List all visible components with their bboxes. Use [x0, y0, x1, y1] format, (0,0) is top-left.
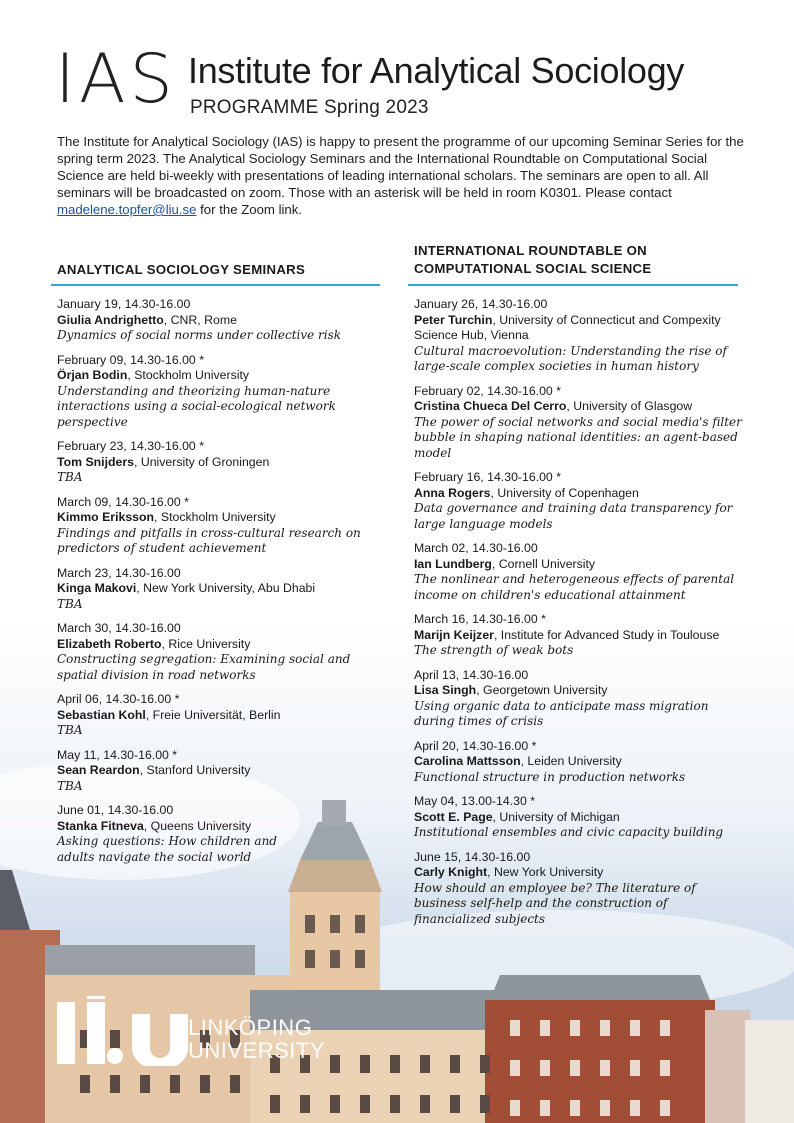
- intro-text-end: for the Zoom link.: [196, 202, 303, 217]
- event-item: [57, 692, 377, 739]
- event-speaker: [414, 754, 744, 770]
- event-item: [414, 794, 744, 841]
- speaker-name: Cristina Chueca Del Cerro: [414, 399, 567, 413]
- speaker-affiliation: , Institute for Advanced Study in Toulouse: [493, 627, 720, 642]
- event-topic: TBA: [57, 778, 83, 793]
- event-topic: TBA: [57, 723, 83, 737]
- speaker-name: Stanka Fitneva: [57, 818, 144, 833]
- event-date: January 26, 14.30-16.00: [414, 297, 548, 311]
- speaker-name: Elizabeth Roberto: [57, 636, 162, 651]
- page-subtitle: PROGRAMME Spring 2023: [190, 97, 429, 118]
- event-topic: Cultural macroevolution: Understanding the rise of large-scale complex societies in human history: [414, 343, 727, 373]
- contact-email-link[interactable]: madelene.topfer@liu.se: [57, 202, 197, 217]
- event-item: [57, 621, 377, 683]
- event-topic: Dynamics of social norms under collective risk: [57, 328, 342, 342]
- event-date: February 02, 14.30-16.00 *: [414, 383, 561, 398]
- speaker-name: Lisa Singh: [414, 683, 477, 697]
- event-date: May 11, 14.30-16.00 *: [57, 747, 178, 762]
- event-item: [414, 850, 744, 928]
- speaker-affiliation: , Stockholm University: [154, 510, 276, 524]
- speaker-name: Marijn Keijzer: [414, 627, 494, 642]
- seminar-list: [57, 297, 377, 874]
- speaker-name: Scott E. Page: [414, 809, 493, 824]
- liu-wordmark-line1: LINKÖPING: [188, 1015, 313, 1040]
- event-item: [414, 297, 744, 375]
- speaker-affiliation: , University of Connecticut and Compexity Science Hub, Vienna: [414, 312, 721, 342]
- event-speaker: [414, 399, 744, 415]
- event-item: [414, 668, 744, 730]
- right-column-heading: [414, 242, 651, 278]
- event-date: May 04, 13.00-14.30 *: [414, 794, 535, 808]
- speaker-name: Carly Knight: [414, 865, 488, 879]
- left-heading-rule: [51, 284, 380, 286]
- speaker-affiliation: , Leiden University: [520, 754, 622, 768]
- speaker-affiliation: , University of Glasgow: [566, 399, 693, 413]
- event-date: March 30, 14.30-16.00: [57, 621, 181, 635]
- event-topic: Asking questions: How children and adults navigate the social world: [57, 834, 277, 864]
- speaker-name: Carolina Mattsson: [414, 754, 521, 768]
- speaker-affiliation: , Queens University: [143, 818, 252, 833]
- event-topic: Functional structure in production networks: [414, 769, 686, 784]
- speaker-affiliation: , University of Michigan: [492, 809, 620, 824]
- liu-wordmark: [188, 1016, 325, 1062]
- event-date: June 15, 14.30-16.00: [414, 849, 531, 864]
- event-speaker: [414, 486, 744, 502]
- event-date: April 06, 14.30-16.00 *: [57, 692, 180, 706]
- event-item: [414, 739, 744, 786]
- event-date: April 13, 14.30-16.00: [414, 667, 529, 682]
- speaker-affiliation: , New York University: [487, 865, 604, 879]
- event-speaker: [57, 313, 377, 329]
- event-speaker: [57, 455, 377, 471]
- event-topic: The nonlinear and heterogeneous effects of parental income on children's educational attainment: [414, 572, 735, 602]
- speaker-affiliation: , Georgetown University: [476, 683, 608, 697]
- speaker-name: Örjan Bodin: [57, 368, 128, 382]
- event-topic: TBA: [57, 596, 83, 611]
- event-speaker: [414, 557, 744, 573]
- event-speaker: [57, 819, 377, 835]
- event-topic: Constructing segregation: Examining social and spatial division in road networks: [57, 652, 351, 682]
- right-heading-rule: [408, 284, 738, 286]
- speaker-affiliation: , New York University, Abu Dhabi: [136, 581, 316, 595]
- event-date: June 01, 14.30-16.00: [57, 803, 174, 817]
- speaker-name: Peter Turchin: [414, 312, 493, 327]
- event-speaker: [414, 628, 744, 644]
- event-date: March 02, 14.30-16.00: [414, 541, 538, 555]
- event-speaker: [57, 637, 377, 653]
- event-item: [414, 541, 744, 603]
- event-topic: Using organic data to anticipate mass migration during times of crisis: [414, 698, 709, 728]
- left-column-heading: ANALYTICAL SOCIOLOGY SEMINARS: [57, 262, 306, 277]
- event-speaker: [414, 865, 744, 881]
- event-date: January 19, 14.30-16.00: [57, 297, 191, 311]
- event-date: March 09, 14.30-16.00 *: [57, 494, 189, 509]
- event-item: [57, 803, 377, 865]
- speaker-affiliation: , University of Copenhagen: [490, 485, 639, 500]
- event-date: February 16, 14.30-16.00 *: [414, 470, 561, 484]
- event-speaker: [57, 510, 377, 526]
- event-date: April 20, 14.30-16.00 *: [414, 738, 537, 753]
- event-speaker: [57, 368, 377, 384]
- event-topic: Understanding and theorizing human-nature interactions using a social-ecological network perspective: [57, 383, 336, 429]
- speaker-name: Anna Rogers: [414, 485, 491, 500]
- speaker-name: Giulia Andrighetto: [57, 312, 164, 327]
- event-date: March 16, 14.30-16.00 *: [414, 612, 546, 626]
- event-speaker: [414, 313, 744, 344]
- speaker-name: Tom Snijders: [57, 454, 134, 469]
- speaker-affiliation: , Freie Universität, Berlin: [145, 707, 281, 722]
- event-item: [57, 353, 377, 431]
- event-speaker: [57, 581, 377, 597]
- speaker-name: Kimmo Eriksson: [57, 510, 155, 524]
- event-item: [414, 612, 744, 659]
- event-topic: The strength of weak bots: [414, 643, 574, 657]
- right-heading-line1: INTERNATIONAL ROUNDTABLE ON: [414, 243, 648, 258]
- speaker-affiliation: , Stockholm University: [127, 368, 250, 382]
- page-title: Institute for Analytical Sociology: [188, 50, 685, 91]
- event-topic: TBA: [57, 470, 83, 484]
- event-item: [57, 439, 377, 486]
- event-topic: How should an employee be? The literature of business self-help and the construction of financialized subjects: [414, 880, 696, 926]
- speaker-name: Ian Lundberg: [414, 556, 492, 571]
- intro-paragraph: [57, 133, 747, 218]
- event-date: March 23, 14.30-16.00: [57, 565, 181, 580]
- event-date: February 23, 14.30-16.00 *: [57, 439, 204, 453]
- event-speaker: [57, 763, 377, 779]
- speaker-name: Kinga Makovi: [57, 581, 137, 595]
- event-topic: Institutional ensembles and civic capacity building: [414, 825, 724, 839]
- speaker-affiliation: , Rice University: [161, 636, 251, 651]
- liu-wordmark-line2: UNIVERSITY: [188, 1038, 326, 1063]
- speaker-affiliation: , Stanford University: [139, 763, 251, 777]
- speaker-name: Sean Reardon: [57, 763, 140, 777]
- speaker-name: Sebastian Kohl: [57, 707, 146, 722]
- event-item: [414, 384, 744, 462]
- event-speaker: [57, 708, 377, 724]
- ias-logo: IAS: [55, 40, 177, 119]
- event-speaker: [414, 810, 744, 826]
- event-item: [57, 748, 377, 795]
- event-topic: Data governance and training data transparency for large language models: [414, 501, 733, 531]
- roundtable-list: [414, 297, 744, 936]
- right-heading-line2: COMPUTATIONAL SOCIAL SCIENCE: [414, 261, 652, 276]
- event-item: [57, 566, 377, 613]
- event-date: February 09, 14.30-16.00 *: [57, 352, 204, 367]
- event-speaker: [414, 683, 744, 699]
- intro-text: The Institute for Analytical Sociology (IAS) is happy to present the programme of our upcoming Seminar Series for the spring term 2023. The Analytical Sociology Seminars and the International Roundtable on Computational Social Science are held bi-weekly with presentations of leading international scholars. The seminars are open to all. All seminars will be broadcasted on zoom. Those with an asterisk will be held in room K0301. Please contact: [57, 134, 744, 200]
- speaker-affiliation: , CNR, Rome: [163, 312, 237, 327]
- event-item: [57, 495, 377, 557]
- event-topic: Findings and pitfalls in cross-cultural research on predictors of student achievement: [57, 525, 361, 555]
- event-topic: The power of social networks and social media's filter bubble in shaping national identities: an agent-based model: [414, 414, 742, 460]
- event-item: [414, 470, 744, 532]
- speaker-affiliation: , Cornell University: [491, 556, 596, 571]
- event-item: [57, 297, 377, 344]
- speaker-affiliation: , University of Groningen: [133, 454, 270, 469]
